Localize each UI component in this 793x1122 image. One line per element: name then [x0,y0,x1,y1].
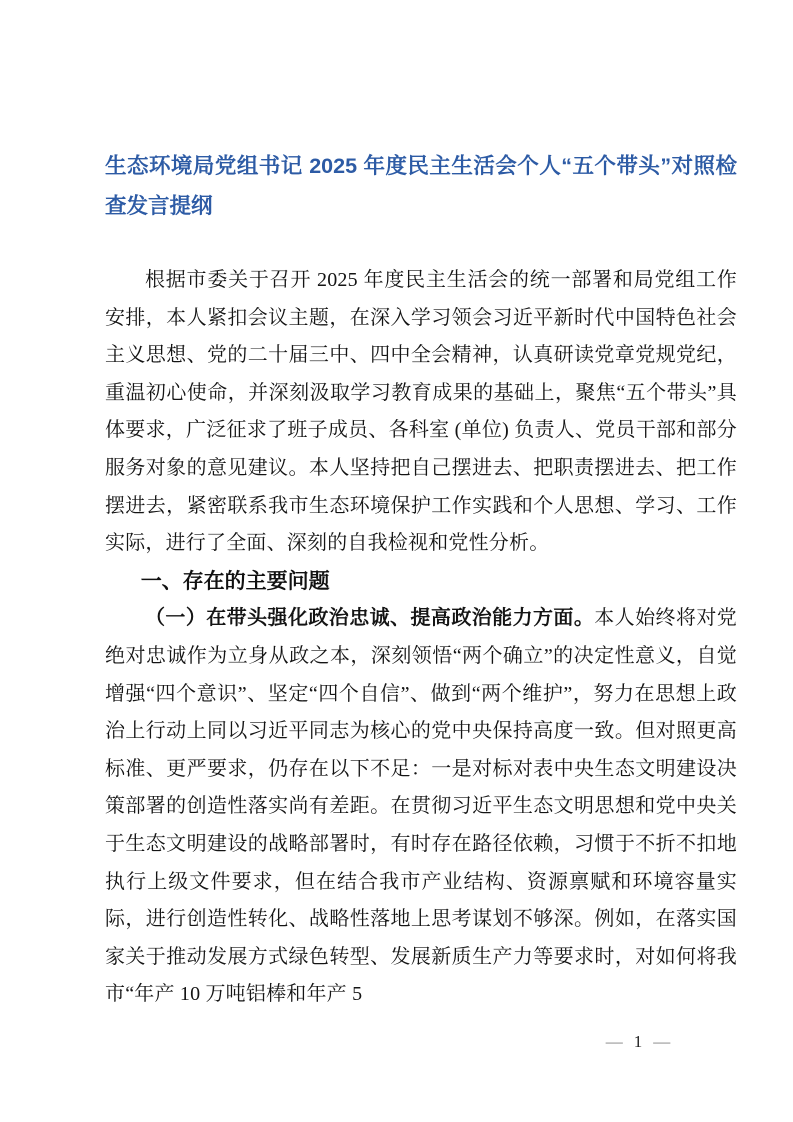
page-number-dash-right: — [653,1032,671,1051]
section-heading: 一、存在的主要问题 [140,569,330,593]
page-number-value: 1 [633,1032,643,1051]
page-number-dash-left: — [605,1032,623,1051]
document-title: 生态环境局党组书记 2025 年度民主生活会个人“五个带头”对照检查发言提纲 [105,154,737,218]
subsection-body-text: 本人始终将对党绝对忠诚作为立身从政之本，深刻领悟“两个确立”的决定性意义，自觉增强“四个意识”、坚定“四个自信”、做到“两个维护”，努力在思想上政治上行动上同以习近平同志为核心的党中央保持高度一致。但对照更高标准、更严要求，仍存在以下不足：一是对标对表中央生态文明建设决策部署的创造性落实尚有差距。在贯彻习近平生态文明思想和党中央关于生态文明建设的战略部署时，有时存在路径依赖，习惯于不折不扣地执行上级文件要求，但在结合我市产业结构、资源禀赋和环境容量实际，进行创造性转化、战略性落地上思考谋划不够深。例如，在落实国家关于推动发展方式绿色转型、发展新质生产力等要求时，对如何将我市“年产 10 万吨铝棒和年产 5 [105,607,737,1006]
intro-paragraph: 根据市委关于召开 2025 年度民主生活会的统一部署和局党组工作安排，本人紧扣会议主题，在深入学习领会习近平新时代中国特色社会主义思想、党的二十届三中、四中全会精神，认真研读党章党规党纪，重温初心使命，并深刻汲取学习教育成果的基础上，聚焦“五个带头”具体要求，广泛征求了班子成员、各科室 (单位) 负责人、党员干部和部分服务对象的意见建议。本人坚持把自己摆进去、把职责摆进去、把工作摆进去，紧密联系我市生态环境保护工作实践和个人思想、学习、工作实际，进行了全面、深刻的自我检视和党性分析。 [105,269,737,555]
subsection-paragraph [105,600,737,1014]
document-content [105,146,737,1014]
subsection-lead: （一）在带头强化政治忠诚、提高政治能力方面。 [145,607,595,630]
page-number [583,1031,693,1053]
